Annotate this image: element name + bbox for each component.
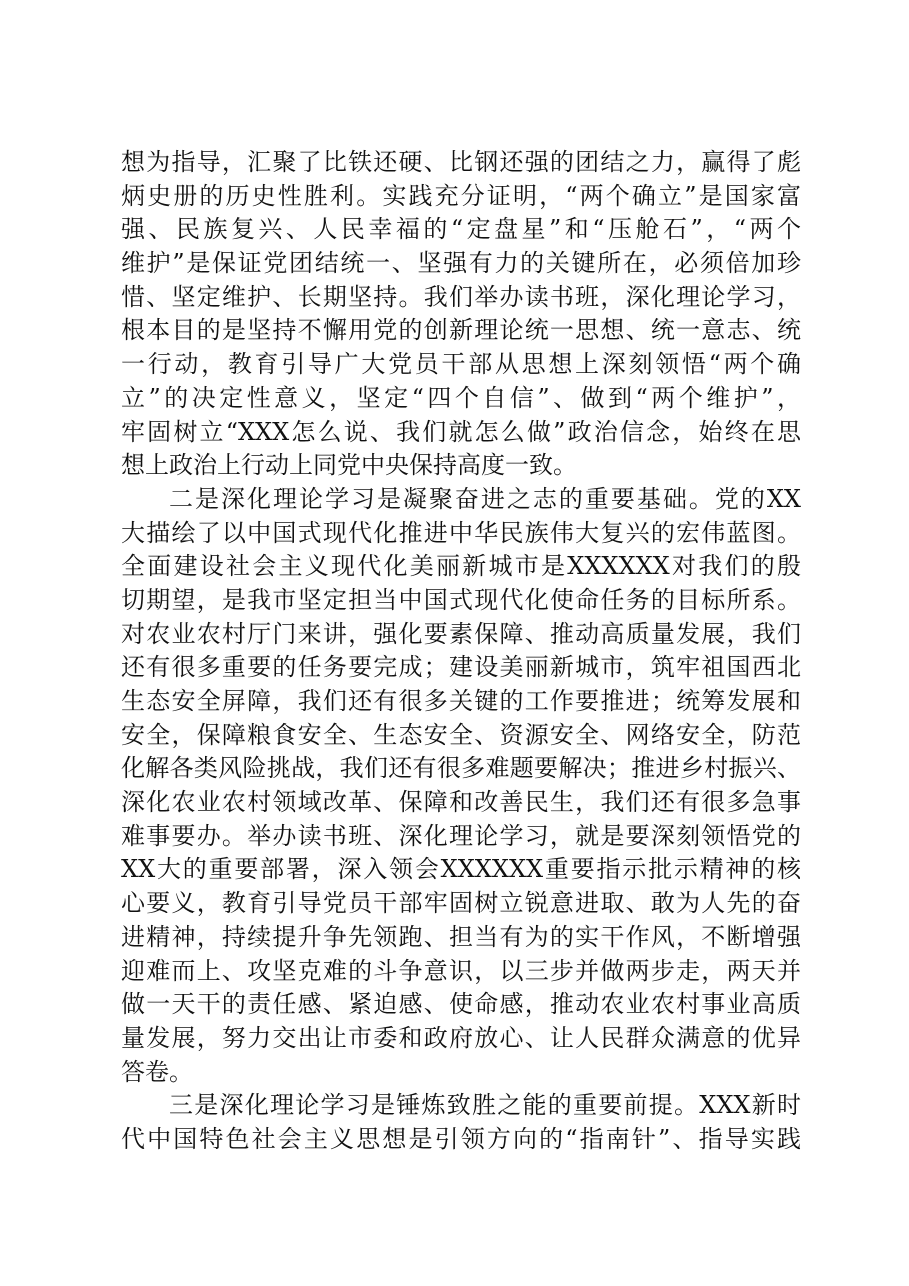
text-line: 维护”是保证党团结统一、坚强有力的关键所在，必须倍加珍 — [121, 249, 801, 278]
text-line: 对农业农村厅门来讲，强化要素保障、推动高质量发展，我们 — [121, 619, 801, 648]
text-line: 做一天干的责任感、紧迫感、使命感，推动农业农村事业高质 — [121, 990, 801, 1019]
paragraph-start-line: 三是深化理论学习是锤炼致胜之能的重要前提。XXX新时 — [169, 1091, 801, 1120]
paragraph-start-line: 二是深化理论学习是凝聚奋进之志的重要基础。党的XX — [169, 484, 801, 513]
text-line: 化解各类风险挑战，我们还有很多难题要解决；推进乡村振兴、 — [121, 754, 801, 783]
text-line: 还有很多重要的任务要完成；建设美丽新城市，筑牢祖国西北 — [121, 653, 801, 682]
text-line: 牢固树立“XXX怎么说、我们就怎么做”政治信念，始终在思 — [121, 417, 801, 446]
text-line: 想上政治上行动上同党中央保持高度一致。 — [121, 451, 577, 480]
text-line: 根本目的是坚持不懈用党的创新理论统一思想、统一意志、统 — [121, 316, 801, 345]
text-line: 全面建设社会主义现代化美丽新城市是XXXXXX对我们的殷 — [121, 552, 801, 581]
text-line: 答卷。 — [121, 1057, 193, 1086]
text-line: 代中国特色社会主义思想是引领方向的“指南针”、指导实践 — [121, 1124, 801, 1153]
text-line: 立”的决定性意义，坚定“四个自信”、做到“两个维护”， — [121, 383, 801, 412]
text-line: 大描绘了以中国式现代化推进中华民族伟大复兴的宏伟蓝图。 — [121, 518, 801, 547]
text-line: 安全，保障粮食安全、生态安全、资源安全、网络安全，防范 — [121, 720, 801, 749]
text-line: 想为指导，汇聚了比铁还硬、比钢还强的团结之力，赢得了彪 — [121, 148, 801, 176]
text-line: 量发展，努力交出让市委和政府放心、让人民群众满意的优异 — [121, 1023, 801, 1052]
text-line: 进精神，持续提升争先领跑、担当有为的实干作风，不断增强 — [121, 922, 801, 951]
text-line: 深化农业农村领域改革、保障和改善民生，我们还有很多急事 — [121, 788, 801, 817]
text-line: 惜、坚定维护、长期坚持。我们举办读书班，深化理论学习， — [121, 282, 801, 311]
text-line: 强、民族复兴、人民幸福的“定盘星”和“压舱石”，“两个 — [121, 215, 801, 244]
text-line: 难事要办。举办读书班、深化理论学习，就是要深刻领悟党的 — [121, 821, 801, 850]
text-line: XX大的重要部署，深入领会XXXXXX重要指示批示精神的核 — [121, 855, 801, 884]
text-line: 一行动，教育引导广大党员干部从思想上深刻领悟“两个确 — [121, 350, 801, 379]
text-line: 迎难而上、攻坚克难的斗争意识，以三步并做两步走，两天并 — [121, 956, 801, 985]
text-line: 炳史册的历史性胜利。实践充分证明，“两个确立”是国家富 — [121, 181, 801, 210]
document-body — [121, 146, 801, 1157]
text-line: 切期望，是我市坚定担当中国式现代化使命任务的目标所系。 — [121, 585, 801, 614]
text-line: 心要义，教育引导党员干部牢固树立锐意进取、敢为人先的奋 — [121, 889, 801, 918]
text-line: 生态安全屏障，我们还有很多关键的工作要推进；统筹发展和 — [121, 687, 801, 715]
